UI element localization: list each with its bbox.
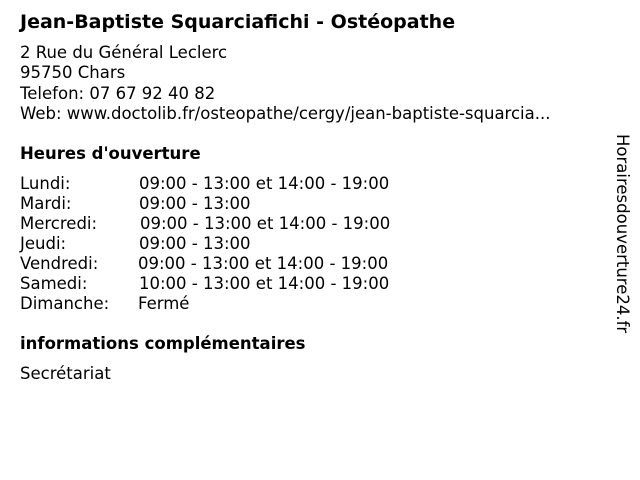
phone-number: Telefon: 07 67 92 40 82 — [20, 84, 216, 103]
day-label: Vendredi: — [20, 254, 99, 273]
day-label: Mercredi: — [20, 214, 98, 233]
hours-value: 09:00 - 13:00 et 14:00 - 19:00 — [139, 174, 390, 193]
day-label: Lundi: — [20, 174, 71, 193]
address-city: 95750 Chars — [20, 63, 126, 82]
site-watermark: Horairesdouverture24.fr — [613, 134, 632, 334]
hours-value: Fermé — [138, 294, 190, 313]
additional-info-text: Secrétariat — [20, 364, 111, 383]
hours-value: 09:00 - 13:00 et 14:00 - 19:00 — [140, 214, 391, 233]
day-label: Dimanche: — [20, 294, 110, 313]
additional-info-heading: informations complémentaires — [20, 334, 306, 353]
day-label: Samedi: — [20, 274, 88, 293]
hours-value: 09:00 - 13:00 — [139, 194, 251, 213]
day-label: Jeudi: — [20, 234, 67, 253]
opening-hours-heading: Heures d'ouverture — [20, 144, 201, 163]
address-street: 2 Rue du Général Leclerc — [20, 43, 228, 62]
hours-value: 09:00 - 13:00 et 14:00 - 19:00 — [138, 254, 389, 273]
business-name: Jean-Baptiste Squarciafichi - Ostéopathe — [20, 11, 456, 33]
website-link: Web: www.doctolib.fr/osteopathe/cergy/jean-baptiste-squarcia... — [20, 104, 551, 123]
hours-value: 10:00 - 13:00 et 14:00 - 19:00 — [139, 274, 390, 293]
hours-value: 09:00 - 13:00 — [139, 234, 251, 253]
day-label: Mardi: — [20, 194, 72, 213]
